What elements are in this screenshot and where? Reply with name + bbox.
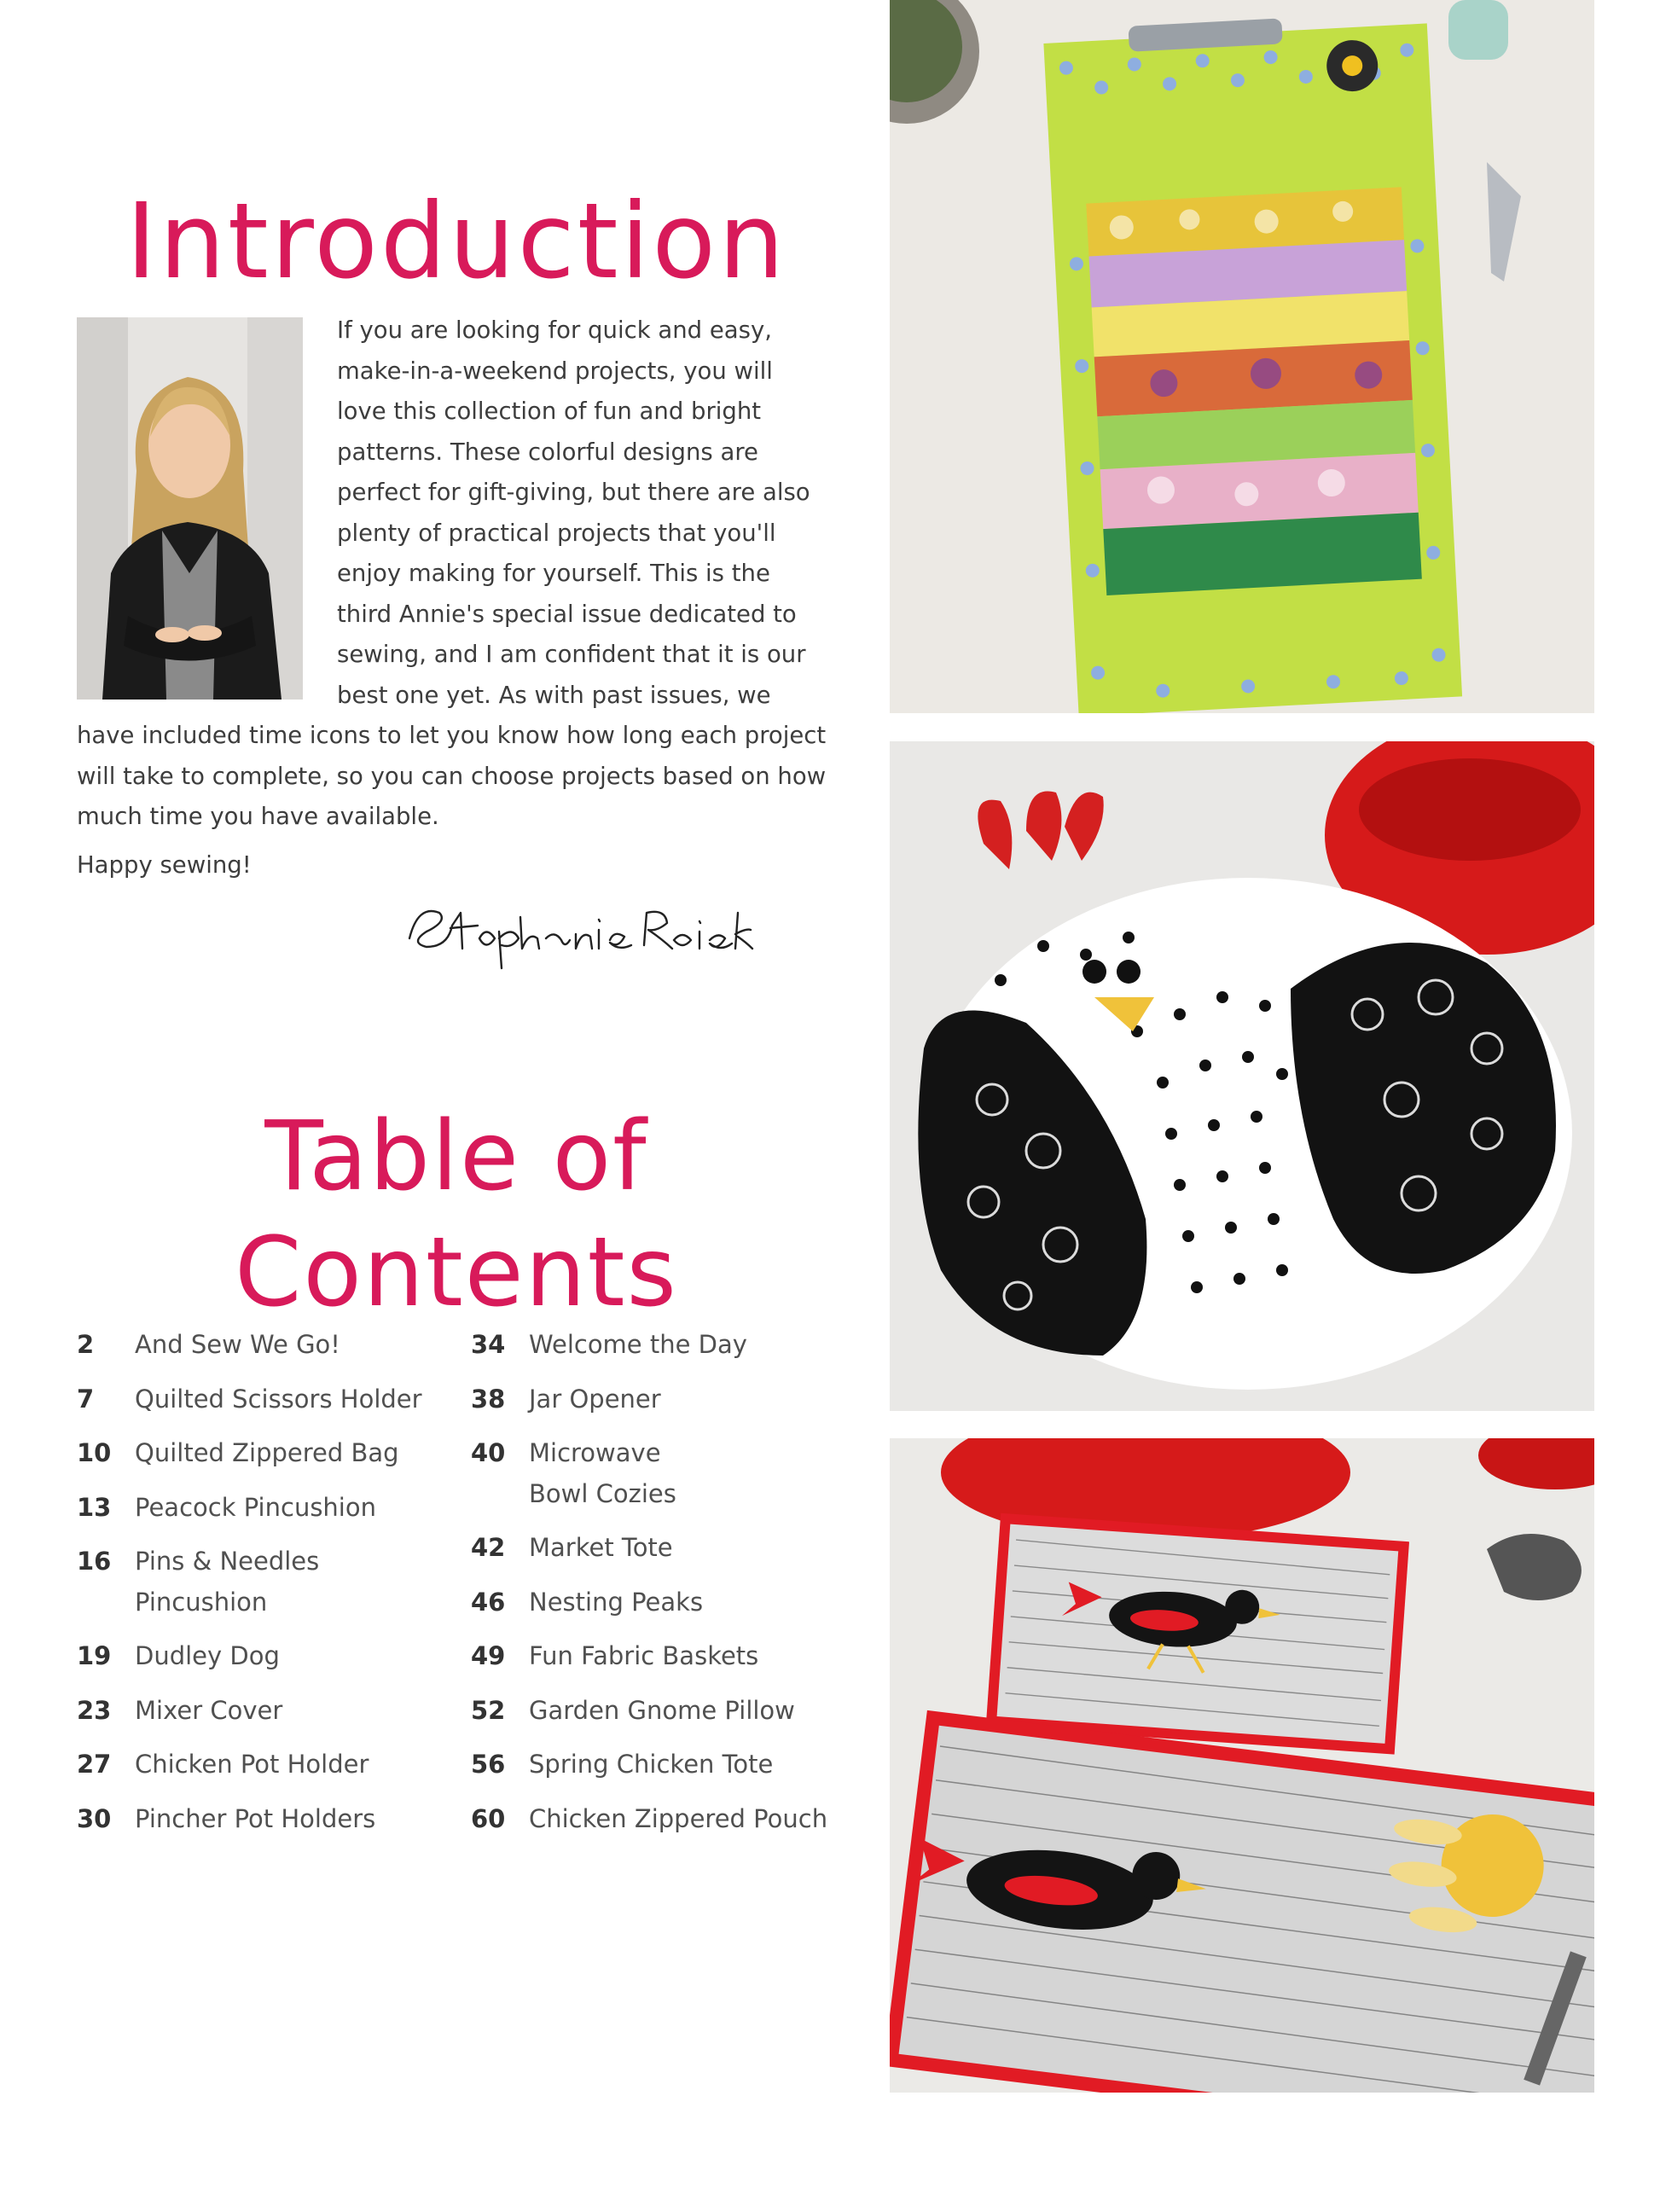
toc-entry[interactable] <box>77 1541 358 1623</box>
toc-page-number: 42 <box>471 1533 506 1562</box>
toc-title: Quilted Zippered Bag <box>135 1438 399 1467</box>
toc-entry[interactable] <box>77 1691 435 1732</box>
toc-title: Nesting Peaks <box>529 1587 704 1617</box>
toc-page-number: 49 <box>471 1641 506 1670</box>
toc-page-number: 16 <box>77 1547 112 1576</box>
toc-title: Spring Chicken Tote <box>529 1750 774 1779</box>
toc-heading-line1: Table of <box>264 1101 648 1212</box>
toc-page-number: 38 <box>471 1384 506 1414</box>
intro-body: If you are looking for quick and easy, make-in-a-weekend projects, you will love this collection of fun and bright patterns. These colorful designs are perfect for gift-giving, but there are also plenty of practical projects that you'll enjoy making for yourself. This is the third Annie's special issue dedicated to sewing, and I am confident that it is our best one yet. As with past issues, we have included time icons to let you know how long each project will take to complete, so you can choose projects based on how much time you have available. <box>77 316 827 830</box>
toc-title: Welcome the Day <box>529 1330 747 1359</box>
toc-title: Pins & Needles Pincushion <box>135 1547 320 1617</box>
toc-entry[interactable] <box>77 1488 435 1529</box>
toc-title: Fun Fabric Baskets <box>529 1641 759 1670</box>
chicken-pot-holder-photo <box>890 741 1594 1411</box>
toc-page-number: 52 <box>471 1695 506 1725</box>
toc-left-column <box>77 1325 435 1853</box>
toc-entry[interactable] <box>77 1745 435 1785</box>
toc-title: And Sew We Go! <box>135 1330 340 1359</box>
intro-body-text <box>77 311 827 838</box>
toc-title: Market Tote <box>529 1533 673 1562</box>
scissors-holder-photo <box>890 0 1594 713</box>
toc-title: Pincher Pot Holders <box>135 1803 376 1833</box>
toc-page-number: 2 <box>77 1330 95 1359</box>
toc-page-number: 23 <box>77 1695 112 1725</box>
toc-entry[interactable] <box>77 1636 435 1677</box>
toc-entry[interactable] <box>471 1325 863 1366</box>
toc-entry[interactable] <box>77 1379 435 1420</box>
toc-heading <box>77 1099 836 1331</box>
toc-entry[interactable] <box>77 1799 435 1840</box>
toc-page-number: 7 <box>77 1384 95 1414</box>
toc-page-number: 13 <box>77 1492 112 1522</box>
toc-page-number: 30 <box>77 1803 112 1833</box>
toc-entry[interactable] <box>77 1325 435 1366</box>
toc-title: Garden Gnome Pillow <box>529 1695 795 1725</box>
intro-heading: Introduction <box>125 181 787 302</box>
toc-page-number: 27 <box>77 1750 112 1779</box>
toc-page-number: 19 <box>77 1641 112 1670</box>
toc-entry[interactable] <box>471 1528 863 1569</box>
toc-page-number: 10 <box>77 1438 112 1467</box>
editor-signature <box>401 879 759 972</box>
toc-title: Jar Opener <box>529 1384 661 1414</box>
toc-page-number: 46 <box>471 1587 506 1617</box>
toc-entry[interactable] <box>471 1433 693 1514</box>
toc-right-column <box>471 1325 863 1853</box>
toc-entry[interactable] <box>77 1433 435 1474</box>
toc-title: Quilted Scissors Holder <box>135 1384 422 1414</box>
toc-entry[interactable] <box>471 1799 863 1840</box>
toc-page-number: 40 <box>471 1438 506 1467</box>
toc-heading-line2: Contents <box>235 1217 678 1328</box>
toc-title: Chicken Zippered Pouch <box>529 1803 828 1833</box>
toc-title: Microwave Bowl Cozies <box>529 1438 676 1508</box>
toc-title: Peacock Pincushion <box>135 1492 376 1522</box>
toc-entry[interactable] <box>471 1691 863 1732</box>
toc-title: Dudley Dog <box>135 1641 280 1670</box>
intro-closing: Happy sewing! <box>77 851 252 879</box>
toc-page-number: 34 <box>471 1330 506 1359</box>
bird-mug-rugs-photo <box>890 1438 1594 2093</box>
toc-entry[interactable] <box>471 1636 863 1677</box>
toc-page-number: 60 <box>471 1803 506 1833</box>
toc-title: Mixer Cover <box>135 1695 283 1725</box>
toc-title: Chicken Pot Holder <box>135 1750 369 1779</box>
toc-entry[interactable] <box>471 1379 863 1420</box>
toc-entry[interactable] <box>471 1582 863 1623</box>
toc-page-number: 56 <box>471 1750 506 1779</box>
toc-entry[interactable] <box>471 1745 863 1785</box>
portrait-spacer <box>77 311 337 710</box>
